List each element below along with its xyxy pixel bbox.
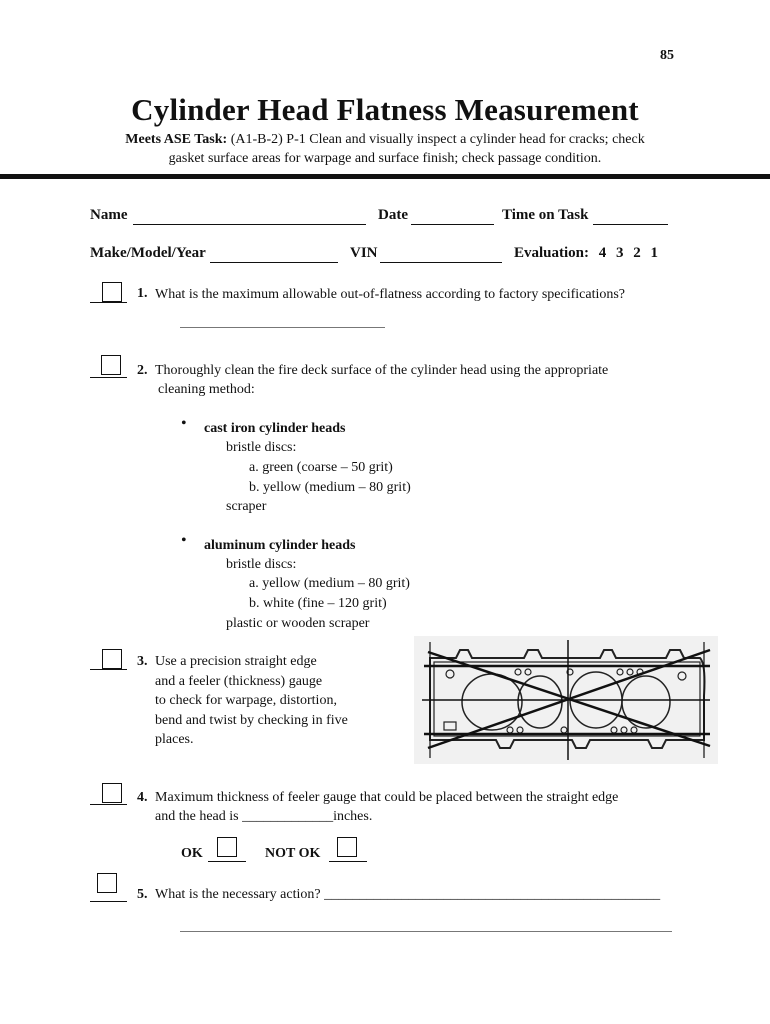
name-label: Name <box>90 207 128 223</box>
step-1-answer-line[interactable] <box>180 326 385 328</box>
step-1-text: What is the maximum allowable out-of-flatness according to factory specifications? <box>155 287 626 302</box>
method-cast-iron-item-b: b. yellow (medium – 80 grit) <box>249 480 411 495</box>
step-3-number: 3. <box>137 654 148 669</box>
vin-field[interactable] <box>380 248 502 263</box>
step-4-text-1: Maximum thickness of feeler gauge that could be placed between the straight edge <box>155 790 619 805</box>
step-4-checkbox[interactable] <box>102 783 122 803</box>
step-3-text-4: bend and twist by checking in five <box>155 713 348 728</box>
method-aluminum-item-b: b. white (fine – 120 grit) <box>249 596 387 611</box>
method-aluminum-extra: plastic or wooden scraper <box>226 616 370 631</box>
bullet-icon: • <box>181 415 187 432</box>
method-cast-iron-sub: bristle discs: <box>226 440 297 455</box>
date-label: Date <box>378 207 408 223</box>
step-1-checkbox[interactable] <box>102 282 122 302</box>
step-5-check-line <box>90 901 127 902</box>
ase-task-label: Meets ASE Task: <box>125 132 228 147</box>
ase-task <box>60 130 710 168</box>
method-cast-iron-heading: cast iron cylinder heads <box>204 421 346 436</box>
step-3-check-line <box>90 669 127 670</box>
ok-checkbox[interactable] <box>217 837 237 857</box>
page-title: Cylinder Head Flatness Measurement <box>131 92 639 127</box>
step-2-number: 2. <box>137 363 148 378</box>
make-model-year-field[interactable] <box>210 248 338 263</box>
step-3-text-5: places. <box>155 732 194 747</box>
not-ok-check-line <box>329 861 367 862</box>
step-5-answer-line[interactable] <box>180 930 672 932</box>
cylinder-head-diagram <box>414 636 718 764</box>
ase-task-text-2: gasket surface areas for warpage and surface finish; check passage condition. <box>168 151 602 166</box>
step-1-check-line <box>90 302 127 303</box>
step-2-text-1: Thoroughly clean the fire deck surface of the cylinder head using the appropriate <box>155 363 609 378</box>
bullet-icon: • <box>181 532 187 549</box>
step-4-check-line <box>90 804 127 805</box>
ok-label: OK <box>181 846 203 861</box>
ok-check-line <box>208 861 246 862</box>
not-ok-label: NOT OK <box>265 846 321 861</box>
step-5-number: 5. <box>137 887 148 902</box>
step-3-checkbox[interactable] <box>102 649 122 669</box>
vin-label: VIN <box>350 245 378 261</box>
not-ok-checkbox[interactable] <box>337 837 357 857</box>
step-2-text-2: cleaning method: <box>158 382 255 397</box>
step-5-checkbox[interactable] <box>97 873 117 893</box>
step-3-text-1: Use a precision straight edge <box>155 654 317 669</box>
method-cast-iron-extra: scraper <box>226 499 267 514</box>
time-on-task-label: Time on Task <box>502 207 589 223</box>
evaluation-scale[interactable]: Evaluation: 4 3 2 1 <box>514 245 659 261</box>
step-3-text-3: to check for warpage, distortion, <box>155 693 337 708</box>
cylinder-head-illustration <box>414 636 718 764</box>
step-2-check-line <box>90 377 127 378</box>
step-2-checkbox[interactable] <box>101 355 121 375</box>
make-model-year-label: Make/Model/Year <box>90 245 206 261</box>
method-aluminum-heading: aluminum cylinder heads <box>204 538 356 553</box>
method-cast-iron-item-a: a. green (coarse – 50 grit) <box>249 460 393 475</box>
step-4-number: 4. <box>137 790 148 805</box>
method-aluminum-item-a: a. yellow (medium – 80 grit) <box>249 576 410 591</box>
step-5-text: What is the necessary action? ________________________________________________ <box>155 887 661 902</box>
page-number: 85 <box>660 48 674 63</box>
step-3-text-2: and a feeler (thickness) gauge <box>155 674 323 689</box>
step-1-number: 1. <box>137 286 148 301</box>
method-aluminum-sub: bristle discs: <box>226 557 297 572</box>
date-field[interactable] <box>411 210 494 225</box>
name-field[interactable] <box>133 210 366 225</box>
header-divider <box>0 174 770 179</box>
step-4-text-2: and the head is _____________inches. <box>155 809 373 824</box>
time-on-task-field[interactable] <box>593 210 668 225</box>
ase-task-text-1: (A1-B-2) P-1 Clean and visually inspect a cylinder head for cracks; check <box>227 132 645 147</box>
